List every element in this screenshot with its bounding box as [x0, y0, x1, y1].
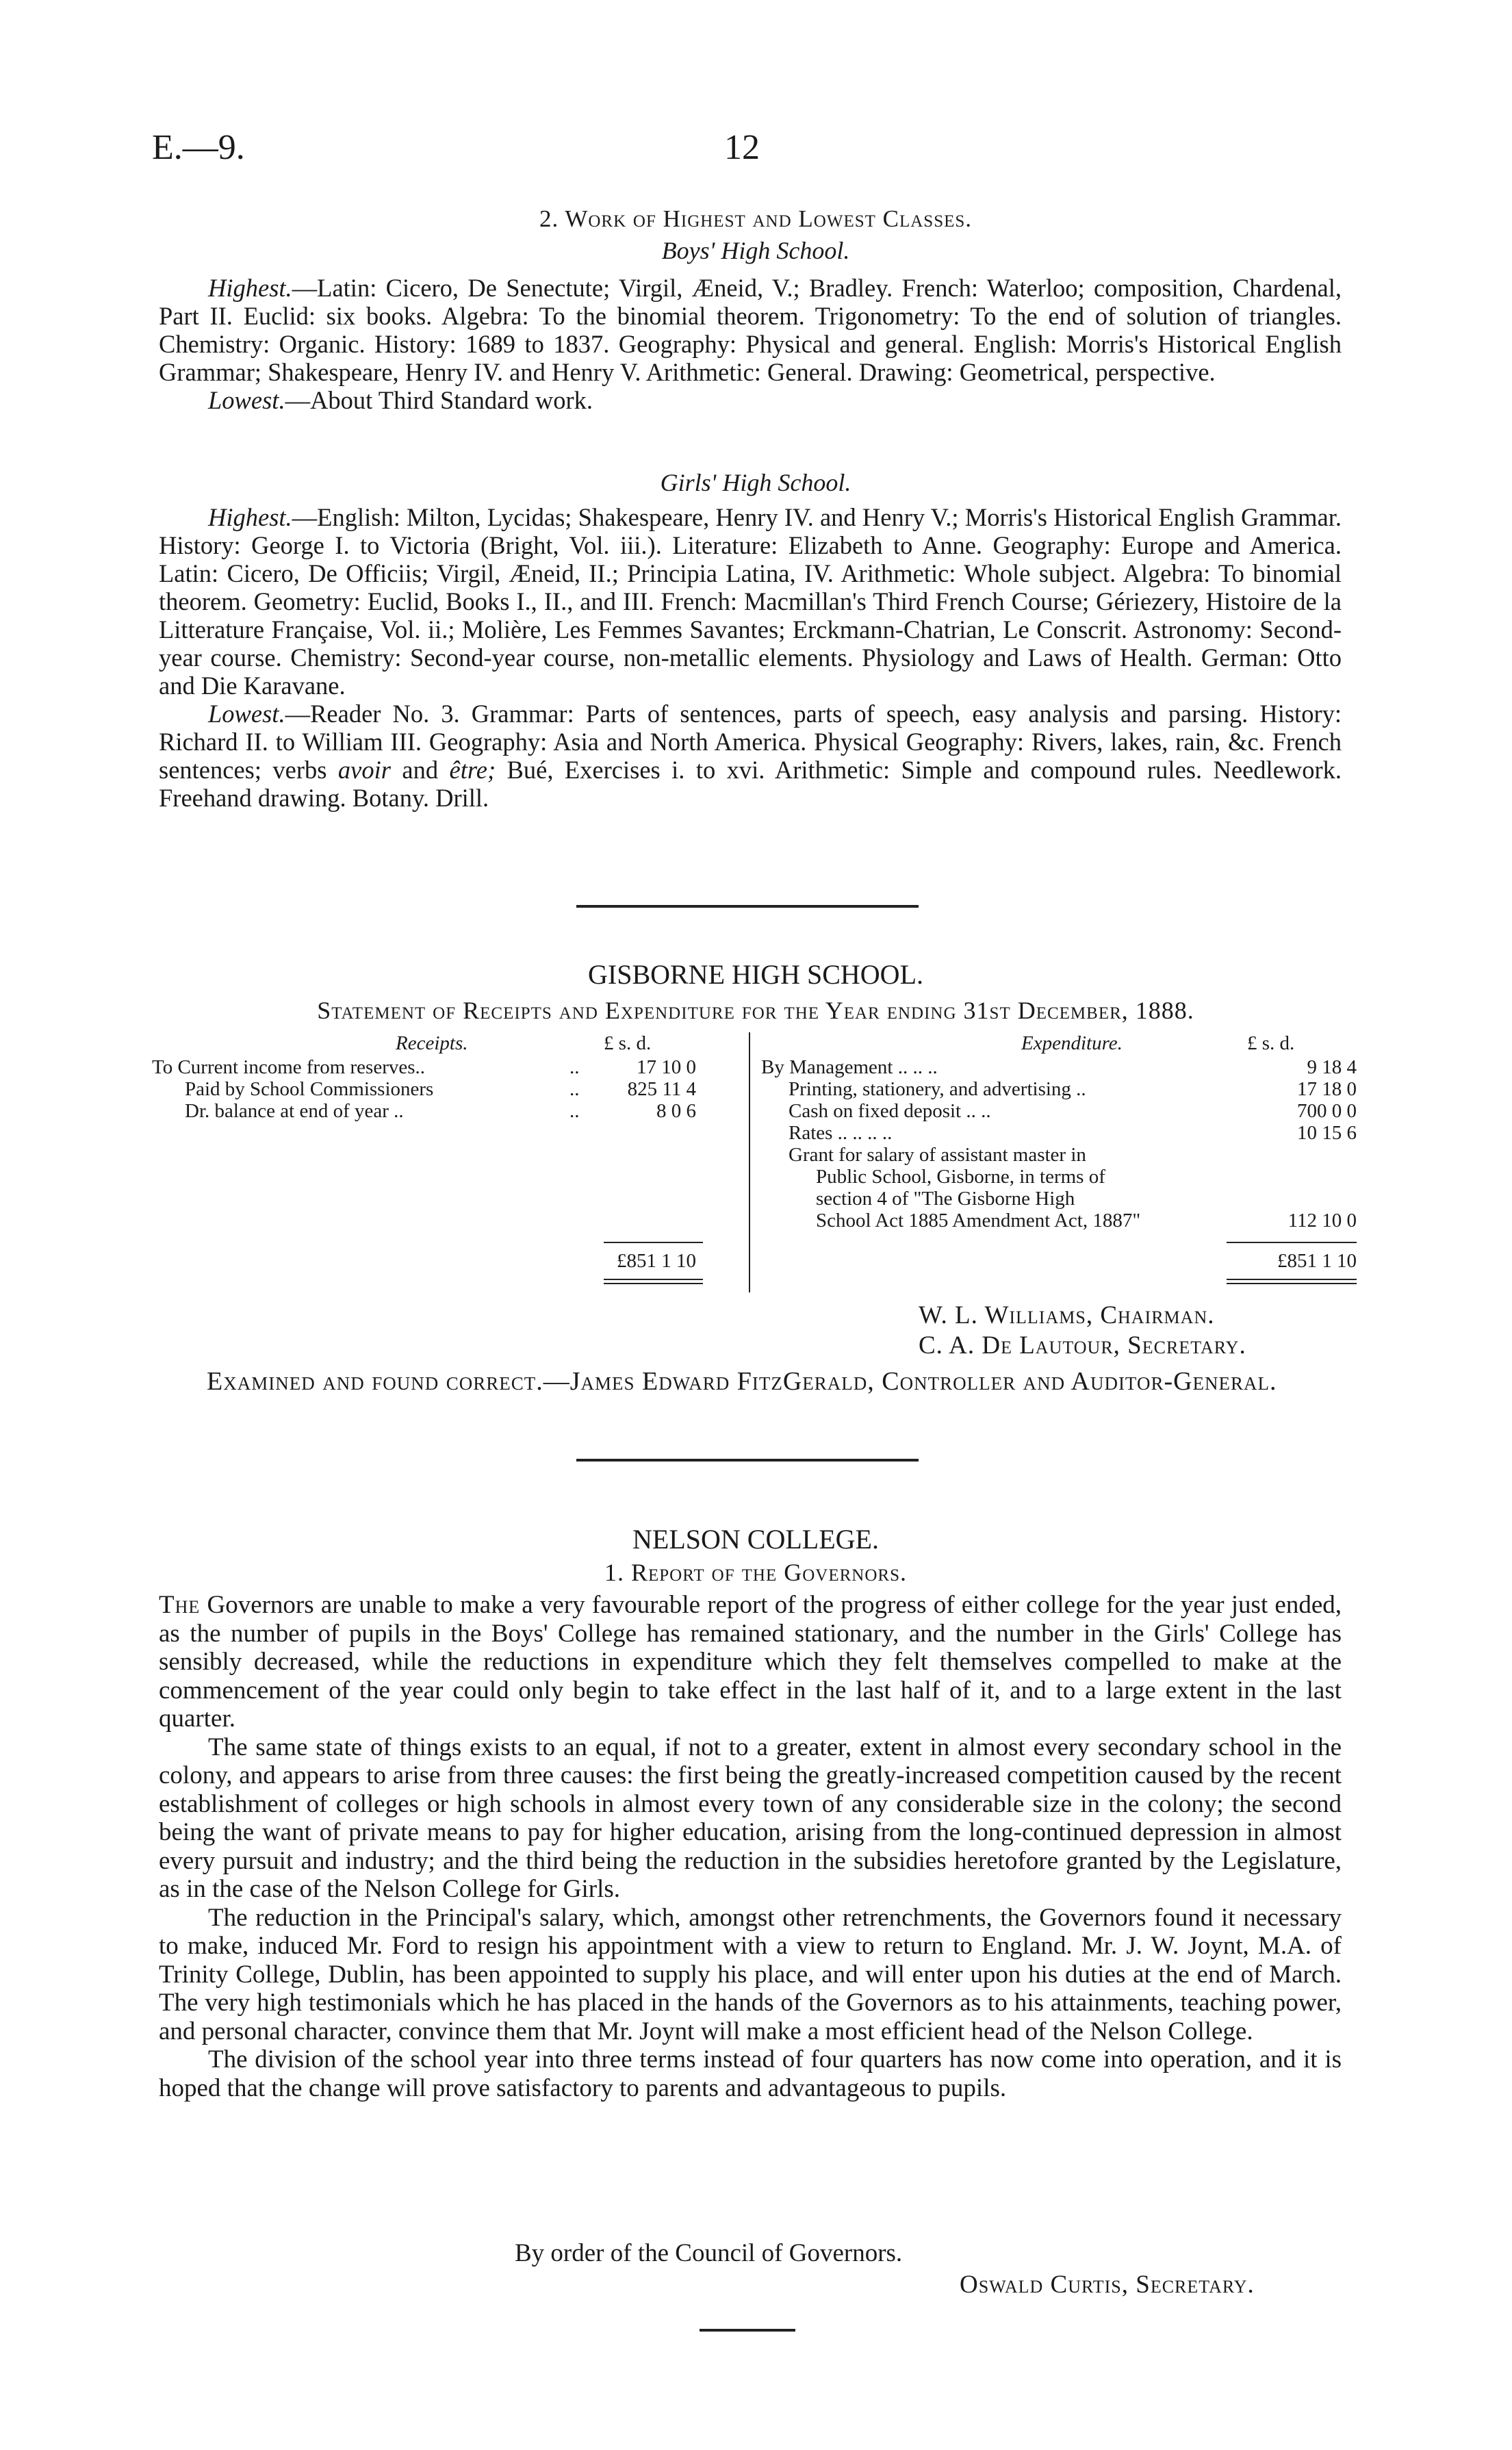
gisborne-title: GISBORNE HIGH SCHOOL.: [587, 959, 924, 990]
nelson-paragraph-lead: The: [159, 1591, 201, 1619]
receipts-currency-header: £ s. d.: [604, 1032, 652, 1054]
page-number: 12: [724, 128, 760, 167]
expenditure-row-label: section 4 of "The Gisborne High: [816, 1188, 1075, 1210]
girls-lowest-label: Lowest.: [208, 700, 285, 728]
document-reference: E.—9.: [152, 128, 245, 167]
audit-statement: Examined and found correct.—James Edward FitzGerald, Controller and Auditor-General.: [207, 1367, 1277, 1396]
boys-highest-paragraph: [159, 274, 1342, 386]
nelson-paragraph-4: The division of the school year into three terms instead of four quarters has now come into operation, and it is hoped that the change will prove satisfactory to parents and advantageous to pupils.: [159, 2045, 1342, 2102]
nelson-paragraph-1-text: Governors are unable to make a very favourable report of the progress of either college for the year just ended, as the number of pupils in the Boys' College has remained stationary, and the number in the Girls' College has sensibly decreased, while the reductions in expenditure which they felt themselves compelled to make at the commencement of the year could only begin to take effect in the last half of it, and to a large extent in the last quarter.: [159, 1591, 1342, 1733]
divider-rule: [576, 1459, 919, 1462]
expenditure-row-label: Public School, Gisborne, in terms of: [816, 1166, 1105, 1188]
nelson-signature: Oswald Curtis, Secretary.: [960, 2271, 1255, 2299]
receipts-total: £851 1 10: [617, 1250, 696, 1272]
expenditure-sum-rule: [1227, 1242, 1357, 1243]
receipt-row-label: Paid by School Commissioners: [185, 1078, 434, 1100]
expenditure-total-rule: [1227, 1283, 1357, 1284]
nelson-paragraph-3: The reduction in the Principal's salary, which, amongst other retrenchments, the Governors found it necessary to make, induced Mr. Ford to resign his appointment with a view to return to England. Mr. J. W. Joynt, M.A. of Trinity College, Dublin, has been appointed to supply his place, and will enter upon his duties at the end of March. The very high testimonials which he has placed in the hands of the Governors as to his attainments, teaching power, and personal character, convince them that Mr. Joynt will make a most efficient head of the Nelson College.: [159, 1903, 1342, 2045]
boys-school-title: Boys' High School.: [661, 237, 850, 264]
girls-highest-text: —English: Milton, Lycidas; Shakespeare, Henry IV. and Henry V.; Morris's Historical English Grammar. History: George I. to Victoria (Bright, Vol. iii.). Literature: Elizabeth to Anne. Geography: Europe and America. Latin: Cicero, De Officiis; Virgil, Æneid, II.; Principia Latina, IV. Arithmetic: Whole subject. Algebra: To binomial theorem. Geometry: Euclid, Books I., II., and III. French: Macmillan's Third French Course; Gériezery, Histoire de la Litterature Française, Vol. ii.; Molière, Les Femmes Savantes; Erckmann-Chatrian, Le Conscrit. Astronomy: Second-year course. Chemistry: Second-year course, non-metallic elements. Physiology and Laws of Health. German: Otto and Die Karavane.: [159, 503, 1342, 700]
expenditure-row-label: By Management .. .. ..: [761, 1056, 938, 1078]
receipt-row-dots: ..: [569, 1056, 580, 1078]
expenditure-total: £851 1 10: [1277, 1250, 1357, 1272]
boys-lowest-text: —About Third Standard work.: [285, 386, 593, 414]
girls-highest-paragraph: [159, 503, 1342, 700]
expenditure-row-amount: 17 18 0: [1297, 1078, 1357, 1100]
statement-heading: Statement of Receipts and Expenditure for the Year ending 31st December, 1888.: [317, 997, 1194, 1024]
receipts-total-rule: [604, 1283, 703, 1284]
nelson-report: [159, 1591, 1342, 2102]
end-rule: [700, 2329, 795, 2332]
girls-school-title: Girls' High School.: [660, 469, 851, 496]
receipts-sum-rule: [604, 1242, 703, 1243]
expenditure-row-label: Rates .. .. .. ..: [789, 1122, 893, 1144]
boys-school-block: [159, 274, 1342, 414]
girls-lowest-text: —Reader No. 3. Grammar: Parts of sentences, parts of speech, easy analysis and parsing. History: Richard II. to William III. Geography: Asia and North America. Physical Geography: Rivers, lakes, rain, &c. French sentences; verbs: [159, 700, 1342, 784]
expenditure-total-rule: [1227, 1279, 1357, 1280]
etre-word: être;: [449, 756, 496, 784]
receipt-row-label: Dr. balance at end of year ..: [185, 1100, 404, 1122]
expenditure-row-amount: 700 0 0: [1297, 1100, 1357, 1122]
by-order-line: By order of the Council of Governors.: [515, 2239, 903, 2267]
boys-lowest-label: Lowest.: [208, 386, 285, 414]
expenditure-row-label: Printing, stationery, and advertising ..: [789, 1078, 1086, 1100]
expenditure-header: Expenditure.: [1021, 1032, 1123, 1054]
expenditure-row-label: Grant for salary of assistant master in: [789, 1144, 1086, 1166]
nelson-paragraph-1: [159, 1591, 1342, 1733]
nelson-subheading: 1. Report of the Governors.: [604, 1559, 907, 1586]
nelson-paragraph-2: The same state of things exists to an equal, if not to a greater, extent in almost every secondary school in the colony, and appears to arise from three causes: the first being the greatly-increased competition caused by the recent establishment of colleges or high schools in almost every town of any considerable size in the colony; the second being the want of private means to pay for higher education, arising from the long-continued depression in almost every pursuit and industry; and the third being the reduction in the subsidies heretofore granted by the Legislature, as in the case of the Nelson College for Girls.: [159, 1733, 1342, 1903]
receipt-row-dots: ..: [569, 1078, 580, 1100]
divider-rule: [576, 905, 919, 908]
chairman-signature: W. L. Williams, Chairman.: [919, 1301, 1215, 1329]
expenditure-row-amount: 10 15 6: [1297, 1122, 1357, 1144]
accounts-table: [152, 1032, 1357, 1292]
section-heading: 2. Work of Highest and Lowest Classes.: [539, 205, 973, 232]
boys-highest-text: —Latin: Cicero, De Senectute; Virgil, Æneid, V.; Bradley. French: Waterloo; composition, Chardenal, Part II. Euclid: six books. Algebra: To the binomial theorem. Trigonometry: To the end of solution of triangles. Chemistry: Organic. History: 1689 to 1837. Geography: Physical and general. English: Morris's Historical English Grammar; Shakespeare, Henry IV. and Henry V. Arithmetic: General. Drawing: Geometrical, perspective.: [159, 274, 1342, 386]
boys-highest-label: Highest.: [208, 274, 292, 302]
receipt-row-amount: 825 11 4: [627, 1078, 696, 1100]
girls-school-block: [159, 503, 1342, 812]
expenditure-row-amount: 9 18 4: [1307, 1056, 1357, 1078]
girls-highest-label: Highest.: [208, 503, 292, 531]
expenditure-row-label: Cash on fixed deposit .. ..: [789, 1100, 991, 1122]
expenditure-row-label: School Act 1885 Amendment Act, 1887": [816, 1210, 1141, 1232]
receipt-row-amount: 8 0 6: [656, 1100, 696, 1122]
expenditure-row-amount: 112 10 0: [1287, 1210, 1357, 1232]
receipt-row-amount: 17 10 0: [637, 1056, 696, 1078]
column-divider: [749, 1032, 750, 1292]
expenditure-currency-header: £ s. d.: [1247, 1032, 1295, 1054]
receipt-row-dots: ..: [569, 1100, 580, 1122]
girls-lowest-rest: Bué, Exercises i. to xvi. Arithmetic: Simple and compound rules. Needlework. Freehand drawing. Botany. Drill.: [159, 756, 1342, 812]
and-word: and: [402, 756, 439, 784]
secretary-signature: C. A. De Lautour, Secretary.: [919, 1331, 1246, 1360]
boys-lowest-paragraph: [159, 386, 1342, 414]
avoir-word: avoir: [337, 756, 391, 784]
receipt-row-label: To Current income from reserves..: [152, 1056, 426, 1078]
receipts-total-rule: [604, 1279, 703, 1280]
receipts-header: Receipts.: [396, 1032, 468, 1054]
nelson-title: NELSON COLLEGE.: [632, 1524, 879, 1555]
girls-lowest-paragraph: [159, 700, 1342, 812]
